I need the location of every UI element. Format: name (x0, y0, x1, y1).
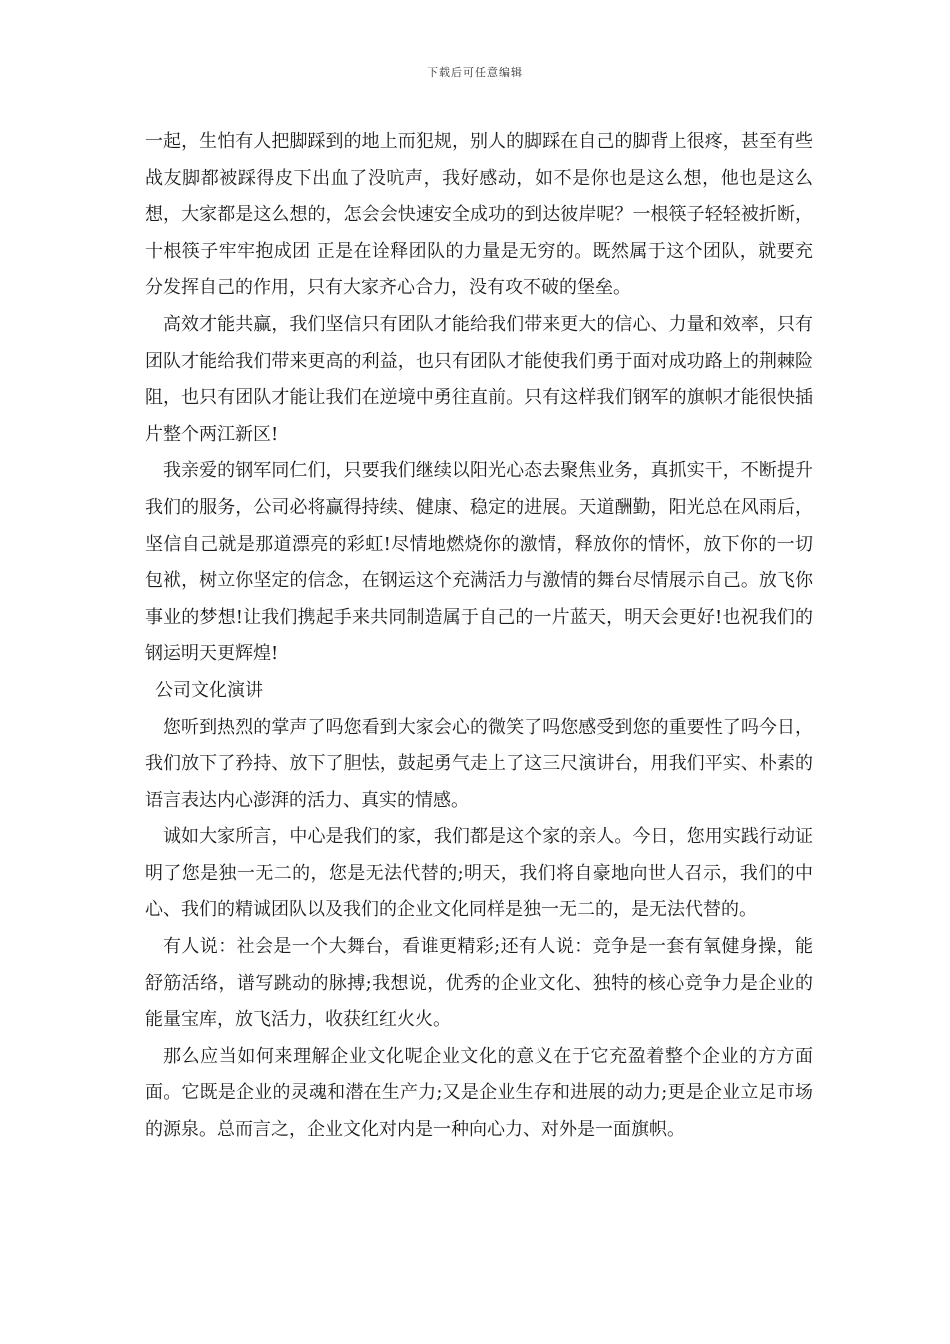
paragraph-big-stage: 有人说：社会是一个大舞台，看谁更精彩;还有人说：竞争是一套有氧健身操，能舒筋活络，谱写跳动的脉搏;我想说，优秀的企业文化、独特的核心竞争力是企业的能量宝库，放飞活力，收获红红火火。 (145, 936, 813, 1031)
section-heading: 公司文化演讲 (155, 679, 263, 701)
paragraph-our-home: 诚如大家所言，中心是我们的家，我们都是这个家的亲人。今日，您用实践行动证明了您是独一无二的，您是无法代替的;明天，我们将自豪地向世人召示，我们的中心、我们的精诚团队以及我们的企业文化同样是独一无二的，是无法代替的。 (145, 826, 813, 921)
paragraph-win-together: 高效才能共赢，我们坚信只有团队才能给我们带来更大的信心、力量和效率，只有团队才能给我们带来更高的利益，也只有团队才能使我们勇于面对成功路上的荆棘险阻，也只有团队才能让我们在逆境中勇往直前。只有这样我们钢军的旗帜才能很快插片整个两江新区! (145, 313, 813, 445)
paragraph-applause: 您听到热烈的掌声了吗您看到大家会心的微笑了吗您感受到您的重要性了吗今日，我们放下了矜持、放下了胆怯，鼓起勇气走上了这三尺演讲台，用我们平实、朴素的语言表达内心澎湃的活力、真实的情感。 (145, 716, 813, 811)
document-body (145, 124, 813, 1149)
page-header: 下载后可任意编辑 (427, 66, 523, 79)
paragraph-colleagues-call: 我亲爱的钢军同仁们，只要我们继续以阳光心态去聚焦业务，真抓实干，不断提升我们的服务，公司必将赢得持续、健康、稳定的进展。天道酬勤，阳光总在风雨后，坚信自己就是那道漂亮的彩虹!尽情地燃烧你的激情，释放你的情怀，放下你的一切包袱，树立你坚定的信念，在钢运这个充满活力与激情的舞台尽情展示自己。放飞你事业的梦想!让我们携起手来共同制造属于自己的一片蓝天，明天会更好!也祝我们的钢运明天更辉煌! (145, 460, 813, 665)
paragraph-corporate-culture: 那么应当如何来理解企业文化呢企业文化的意义在于它充盈着整个企业的方方面面。它既是企业的灵魂和潜在生产力;又是企业生存和进展的动力;更是企业立足市场的源泉。总而言之，企业文化对内是一种向心力、对外是一面旗帜。 (145, 1045, 813, 1141)
paragraph-teamwork-story: 一起，生怕有人把脚踩到的地上而犯规，别人的脚踩在自己的脚背上很疼，甚至有些战友脚都被踩得皮下出血了没吭声，我好感动，如不是你也是这么想，他也是这么想，大家都是这么想的，怎会会快速安全成功的到达彼岸呢？一根筷子轻轻被折断，十根筷子牢牢抱成团 正是在诠释团队的力量是无穷的。既然属于这个团队，就要充分发挥自己的作用，只有大家齐心合力，没有攻不破的堡垒。 (145, 131, 813, 299)
